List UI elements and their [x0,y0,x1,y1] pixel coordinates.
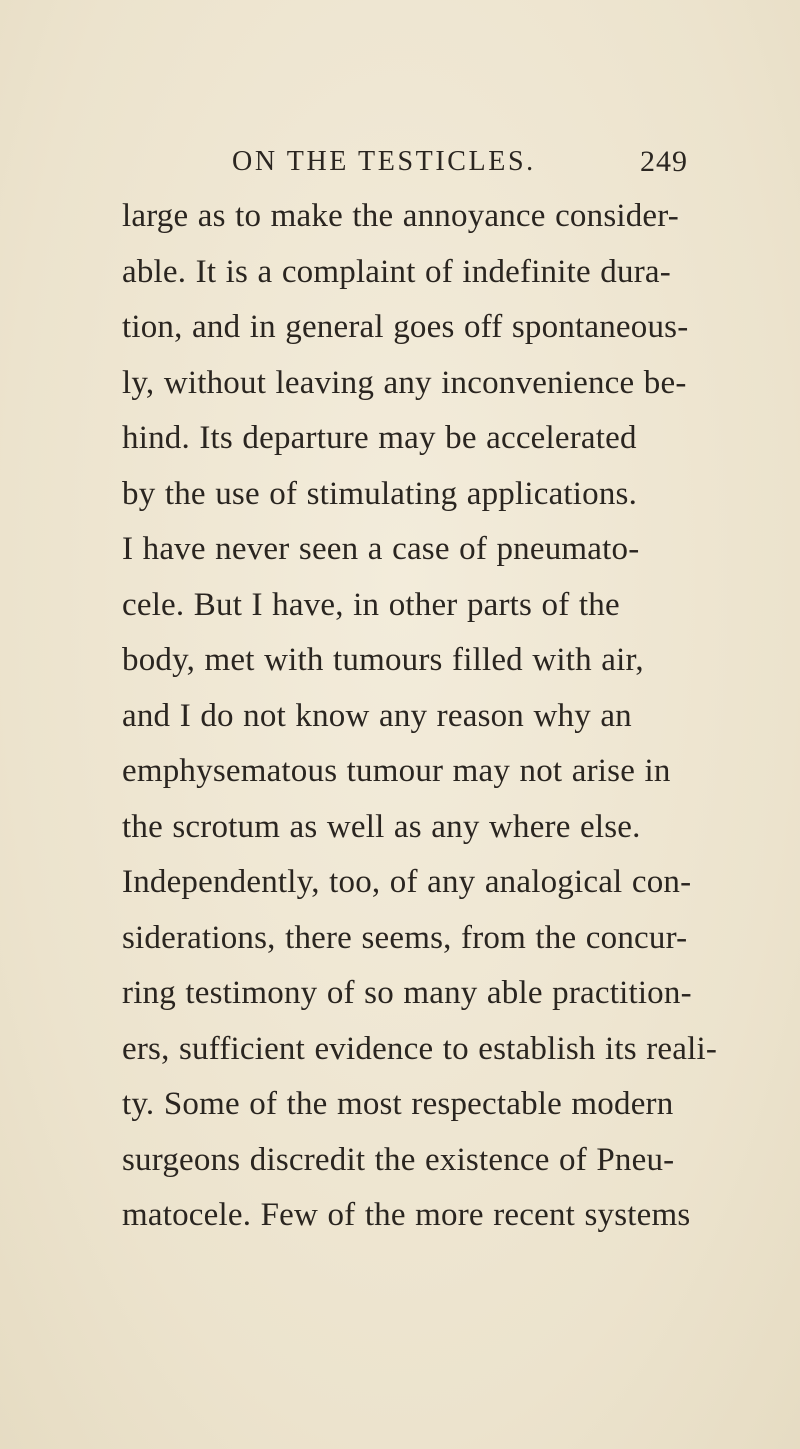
text-line: the scrotum as well as any where else. [122,808,641,845]
text-line: ers, sufficient evidence to establish its reali- [122,1030,718,1067]
text-line: by the use of stimulating applications. [122,475,638,512]
text-line: body, met with tumours filled with air, [122,642,644,678]
text-line: surgeons discredit the existence of Pneu- [122,1141,675,1178]
text-line: hind. Its departure may be accelerated [122,420,637,456]
text-line: Independently, too, of any analogical con- [122,864,692,900]
page-number: 249 [640,145,688,178]
text-line: cele. But I have, in other parts of the [122,586,620,623]
running-head [0,142,800,182]
text-line: ly, without leaving any inconvenience be- [122,364,687,401]
text-line: able. It is a complaint of indefinite dura- [122,253,671,290]
text-line: siderations, there seems, from the concur- [122,919,688,956]
text-line: tion, and in general goes off spontaneous- [122,309,689,345]
text-line: I have never seen a case of pneumato- [122,531,640,567]
text-line: ring testimony of so many able practition- [122,975,692,1011]
text-line: matocele. Few of the more recent systems [122,1197,691,1233]
text-line: large as to make the annoyance consider- [122,198,680,234]
text-line: and I do not know any reason why an [122,697,632,734]
running-title: ON THE TESTICLES. [232,146,536,177]
text-line: emphysematous tumour may not arise in [122,753,671,789]
text-line: ty. Some of the most respectable modern [122,1086,674,1122]
body-text [122,189,718,1244]
